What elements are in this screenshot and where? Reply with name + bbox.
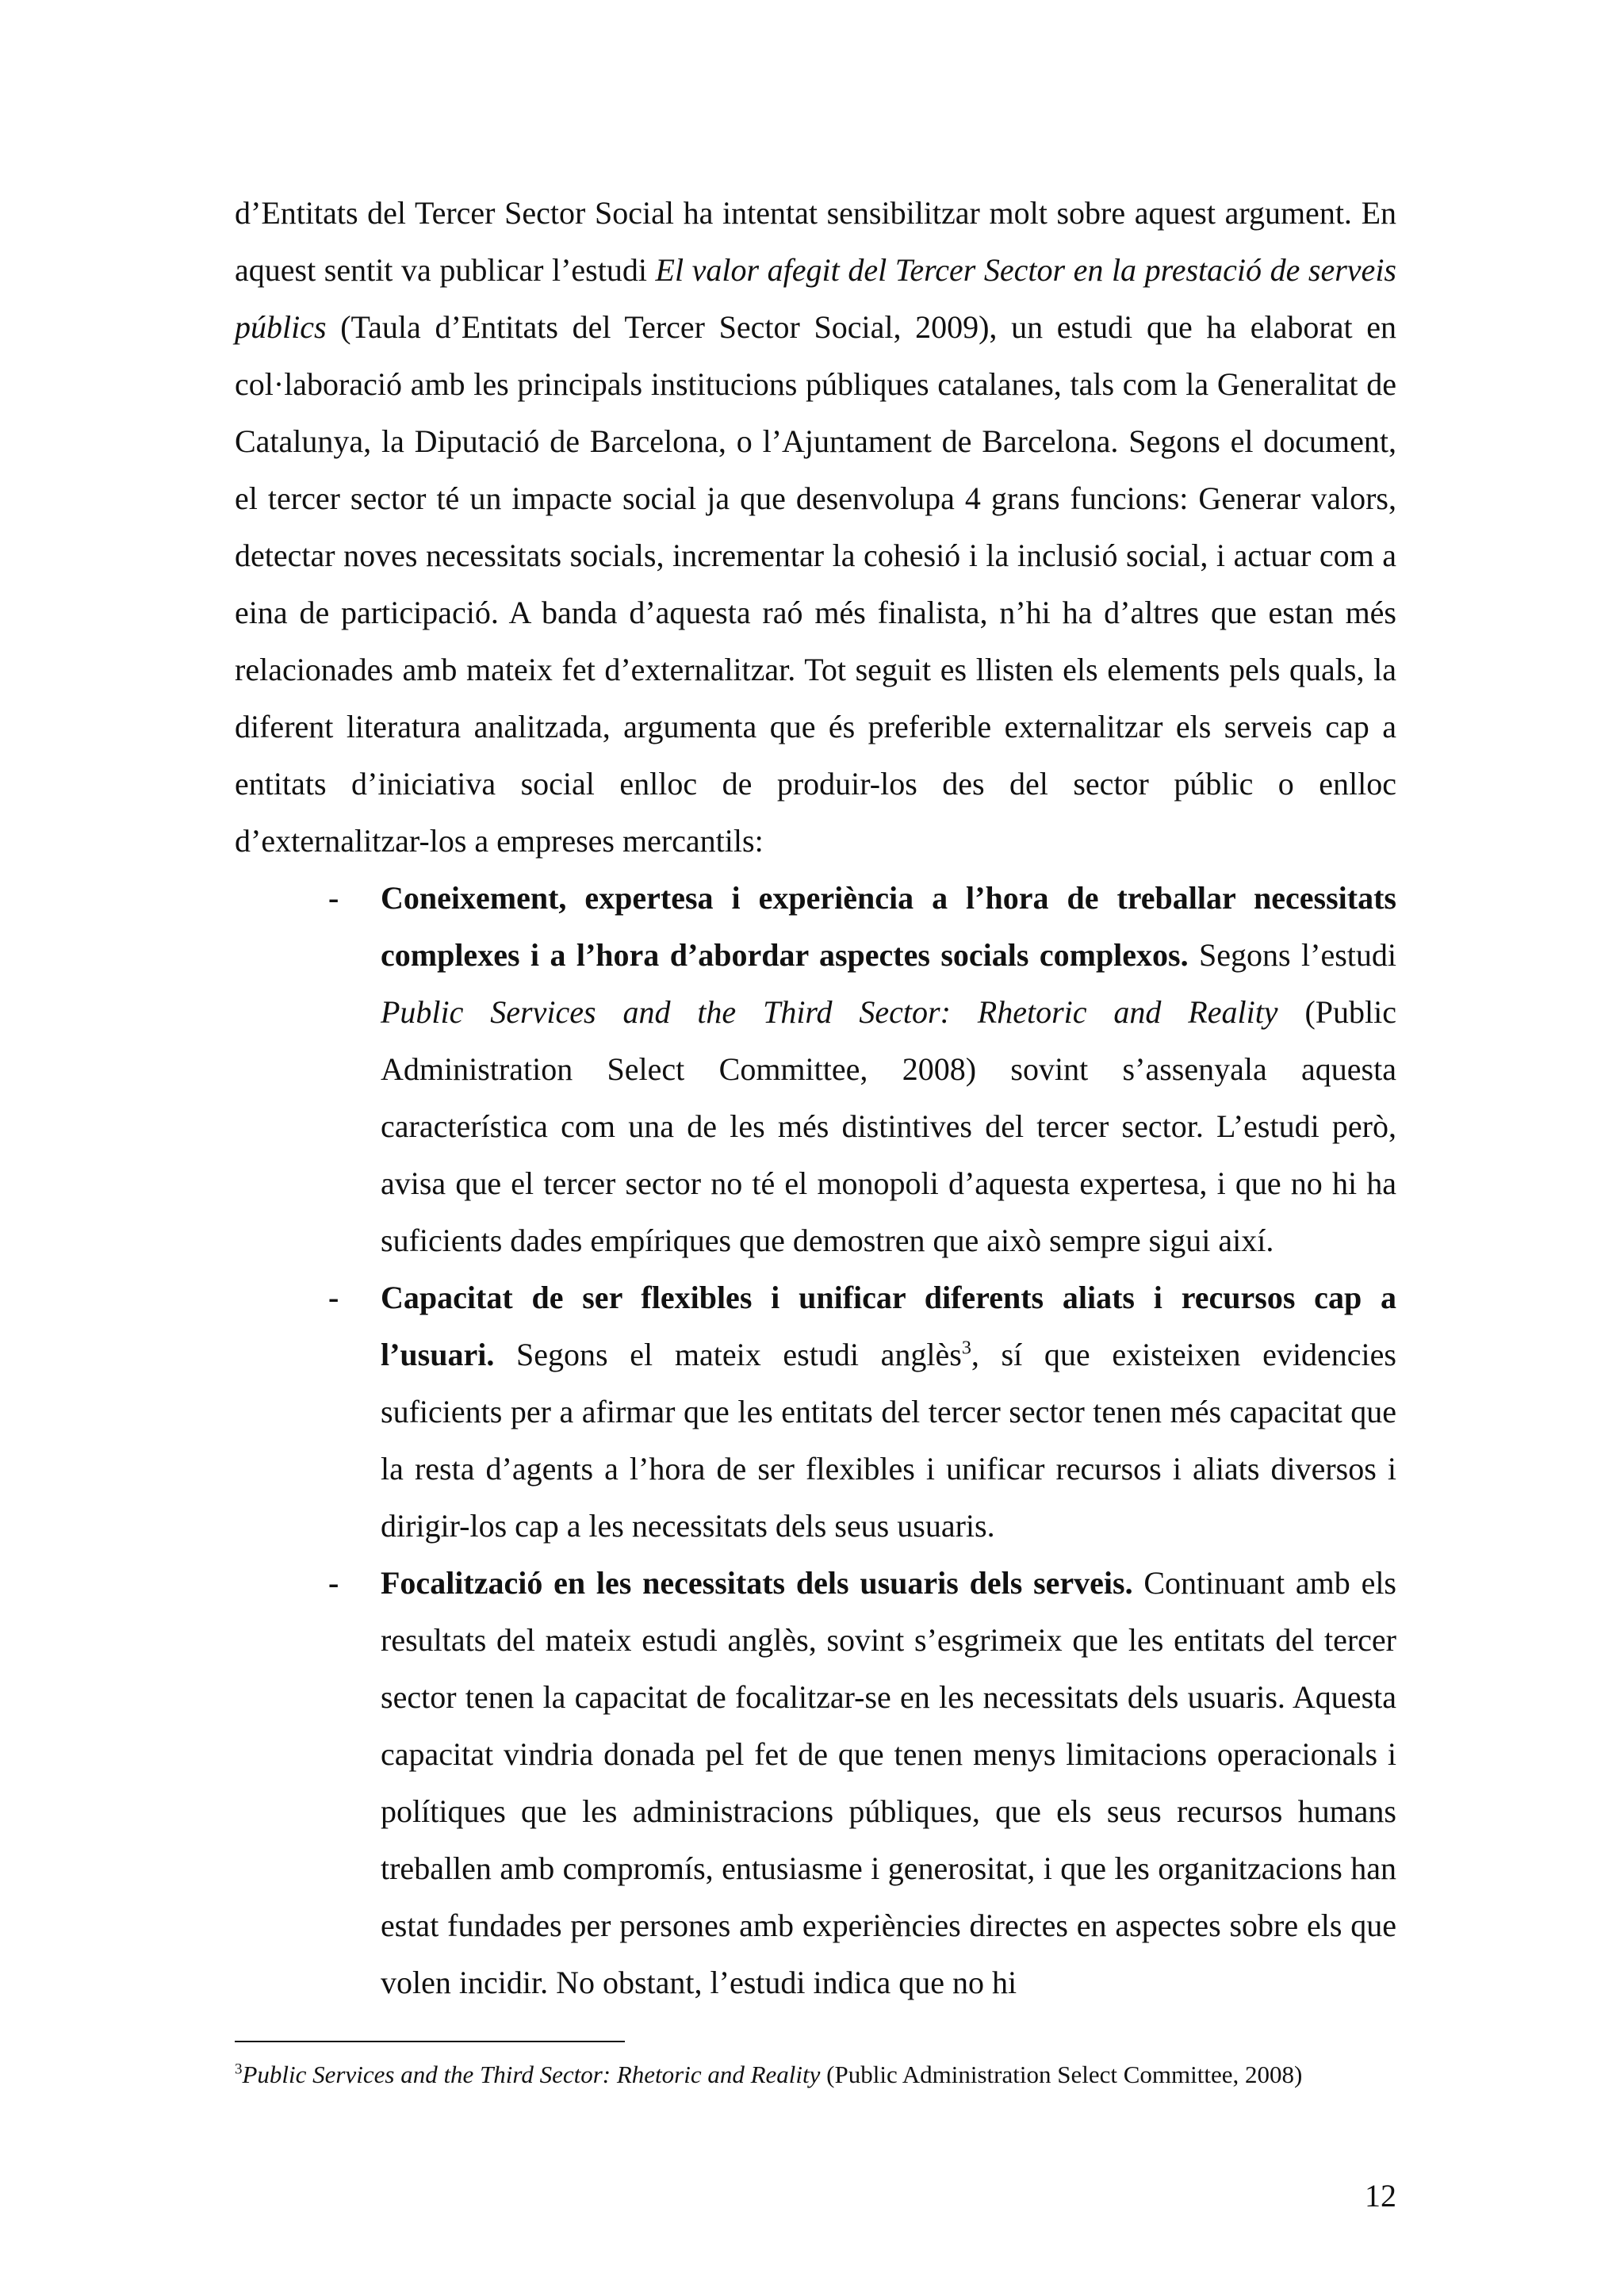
bullet-heading: Coneixement, expertesa i experiència a l’hora de treballar necessitats complexes i a l’hora d’abordar aspectes socials complexos.	[381, 880, 1396, 973]
footnote-text: (Public Administration Select Committee, 2008)	[820, 2061, 1303, 2088]
bullet-text: Continuant amb els resultats del mateix estudi anglès, sovint s’esgrimeix que les entitats del tercer sector tenen la capacitat de focalitzar-se en les necessitats dels usuaris. Aquesta capacitat vindria donada pel fet de que tenen menys limitacions operacionals i polítiques que les administracions públiques, que els seus recursos humans treballen amb compromís, entusiasme i generositat, i que les organitzacions han estat fundades per persones amb experiències directes en aspectes sobre els que volen incidir. No obstant, l’estudi indica que no hi	[381, 1565, 1396, 2000]
bullet-dash: -	[328, 880, 339, 916]
cited-study-title: Public Services and the Third Sector: Rhetoric and Reality	[381, 994, 1278, 1030]
bullet-heading: Focalització en les necessitats dels usuaris dels serveis.	[381, 1565, 1133, 1601]
bullet-dash: -	[328, 1565, 339, 1601]
bullet-dash: -	[328, 1280, 339, 1315]
bullet-heading: Capacitat de ser flexibles i unificar diferents aliats i recursos cap a l’usuari.	[381, 1280, 1396, 1372]
footnote-title: Public Services and the Third Sector: Rhetoric and Reality	[242, 2061, 821, 2088]
bullet-text: , sí que existeixen evidencies suficients per a afirmar que les entitats del tercer sector tenen més capacitat que la resta d’agents a l’hora de ser flexibles i unificar recursos i aliats diversos i dirigir-los cap a les necessitats dels seus usuaris.	[381, 1337, 1396, 1544]
bullet-text: Segons l’estudi	[1188, 937, 1396, 973]
footnote-divider	[235, 2041, 625, 2042]
study-title: El valor afegit del Tercer Sector en la prestació de serveis públics	[235, 252, 1396, 345]
body-paragraph	[235, 185, 1396, 870]
bullet-list	[235, 870, 1396, 2011]
footnote	[235, 2058, 1396, 2091]
paragraph-text-start: d’Entitats del Tercer Sector Social ha intentat sensibilitzar molt sobre aquest argument. En aquest sentit va publicar l’estudi	[235, 195, 1396, 288]
bullet-text: Segons el mateix estudi anglès	[494, 1337, 962, 1372]
paragraph-text-end: (Taula d’Entitats del Tercer Sector Social, 2009), un estudi que ha elaborat en col·laboració amb les principals institucions públiques catalanes, tals com la Generalitat de Catalunya, la Diputació de Barcelona, o l’Ajuntament de Barcelona. Segons el document, el tercer sector té un impacte social ja que desenvolupa 4 grans funcions: Generar valors, detectar noves necessitats socials, incrementar la cohesió i la inclusió social, i actuar com a eina de participació. A banda d’aquesta raó més finalista, n’hi ha d’altres que estan més relacionades amb mateix fet d’externalitzar. Tot seguit es llisten els elements pels quals, la diferent literatura analitzada, argumenta que és preferible externalitzar els serveis cap a entitats d’iniciativa social enlloc de produir-los des del sector públic o enlloc d’externalitzar-los a empreses mercantils:	[235, 309, 1396, 859]
list-item	[235, 1555, 1396, 2011]
footnote-number: 3	[235, 2061, 243, 2078]
page-number: 12	[1365, 2178, 1396, 2214]
list-item	[235, 1269, 1396, 1555]
list-item	[235, 870, 1396, 1269]
footnote-reference[interactable]: 3	[961, 1337, 971, 1359]
bullet-text: (Public Administration Select Committee, 2008) sovint s’assenyala aquesta característica com una de les més distintives del tercer sector. L’estudi però, avisa que el tercer sector no té el monopoli d’aquesta expertesa, i que no hi ha suficients dades empíriques que demostren que això sempre sigui així.	[381, 994, 1397, 1258]
